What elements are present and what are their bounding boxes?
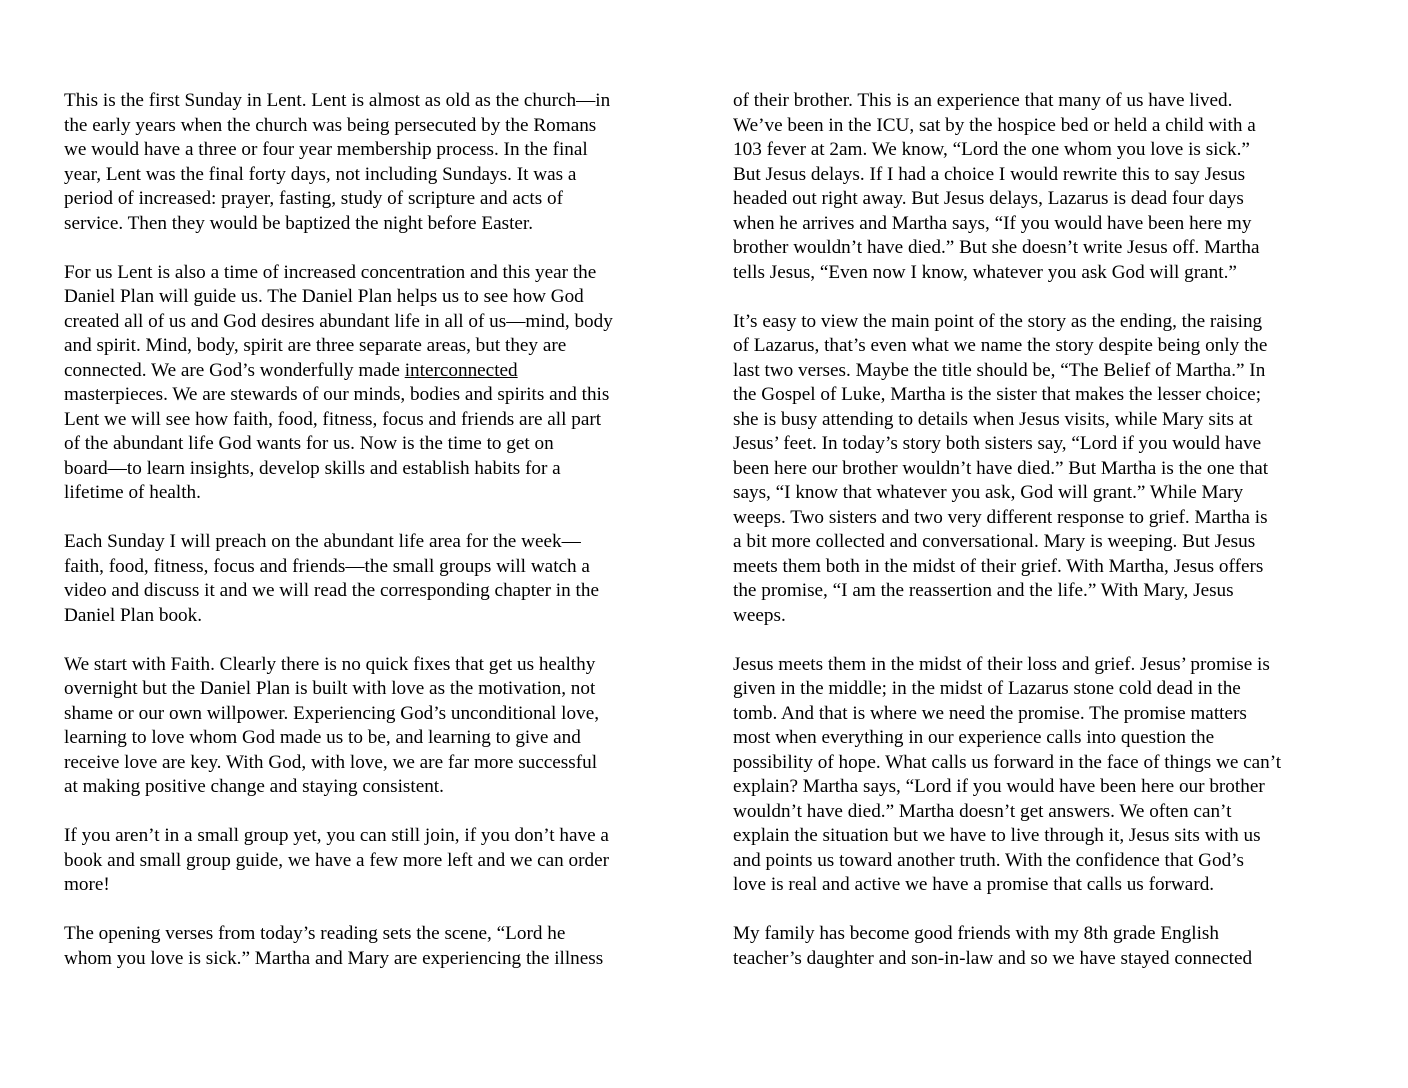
text-line: service. Then they would be baptized the night before Easter. [64,212,534,234]
text-line: Jesus meets them in the midst of their loss and grief. Jesus’ promise is [733,653,1270,675]
paragraph [64,922,684,971]
text-line: whom you love is sick.” Martha and Mary are experiencing the illness [64,947,604,969]
text-line: video and discuss it and we will read the corresponding chapter in the [64,580,599,601]
text-line: explain the situation but we have to live through it, Jesus sits with us [733,825,1261,846]
text-line: wouldn’t have died.” Martha doesn’t get answers. We often can’t [733,800,1232,822]
text-line: a bit more collected and conversational. Mary is weeping. But Jesus [733,531,1256,552]
paragraph [733,922,1358,971]
text-line: My family has become good friends with my 8th grade English [733,923,1219,944]
text-line: the promise, “I am the reassertion and the life.” With Mary, Jesus [733,580,1234,601]
text-line: Lent we will see how faith, food, fitness, focus and friends are all part [64,408,602,430]
text-line: of their brother. This is an experience that many of us have lived. [733,90,1233,111]
text-line: explain? Martha says, “Lord if you would have been here our brother [733,776,1265,797]
text-line: Jesus’ feet. In today’s story both sisters say, “Lord if you would have [733,433,1262,454]
text-line: If you aren’t in a small group yet, you can still join, if you don’t have a [64,825,609,846]
text-line: shame or our own willpower. Experiencing God’s unconditional love, [64,702,600,724]
text-line: the early years when the church was being persecuted by the Romans [64,114,597,136]
text-line: the Gospel of Luke, Martha is the sister that makes the lesser choice; [733,384,1262,405]
text-line: more! [64,874,110,895]
text-line: We start with Faith. Clearly there is no quick fixes that get us healthy [64,653,596,675]
text-line: we would have a three or four year membership process. In the final [64,139,588,160]
text-line: masterpieces. We are stewards of our minds, bodies and spirits and this [64,384,610,405]
paragraph [64,261,684,506]
text-line: possibility of hope. What calls us forward in the face of things we can’t [733,751,1282,773]
text-line: tells Jesus, “Even now I know, whatever you ask God will grant.” [733,261,1237,283]
text-line: and spirit. Mind, body, spirit are three separate areas, but they are [64,335,567,356]
text-line: lifetime of health. [64,482,201,503]
text-line: But Jesus delays. If I had a choice I would rewrite this to say Jesus [733,163,1246,185]
paragraph [64,824,684,898]
text-line: This is the first Sunday in Lent. Lent is almost as old as the church—in [64,90,611,111]
text-line: tomb. And that is where we need the promise. The promise matters [733,702,1247,724]
text-line: and points us toward another truth. With the confidence that God’s [733,849,1244,871]
paragraph [733,310,1358,629]
text-line: created all of us and God desires abundant life in all of us—mind, body [64,310,613,332]
text-line: 103 fever at 2am. We know, “Lord the one whom you love is sick.” [733,139,1250,160]
text-line: weeps. Two sisters and two very different response to grief. Martha is [733,506,1268,528]
text-line: weeps. [733,604,786,626]
text-line: of Lazarus, that’s even what we name the story despite being only the [733,335,1268,356]
text-line: teacher’s daughter and son-in-law and so we have stayed connected [733,947,1253,969]
text-line: year, Lent was the final forty days, not including Sundays. It was a [64,163,577,185]
text-line: board—to learn insights, develop skills and establish habits for a [64,457,561,479]
text-line: receive love are key. With God, with love, we are far more successful [64,751,598,773]
text-line: when he arrives and Martha says, “If you would have been here my [733,212,1252,234]
text-line: been here our brother wouldn’t have died.” But Martha is the one that [733,457,1269,479]
text-line: For us Lent is also a time of increased concentration and this year the [64,261,597,283]
text-line: It’s easy to view the main point of the story as the ending, the raising [733,310,1263,332]
text-line: given in the middle; in the midst of Lazarus stone cold dead in the [733,678,1241,699]
left-column [64,89,684,971]
text-line: says, “I know that whatever you ask, God will grant.” While Mary [733,482,1244,503]
paragraph [733,89,1358,285]
underlined-word: interconnected [404,359,518,381]
text-line: of the abundant life God wants for us. Now is the time to get on [64,433,554,454]
text-line: book and small group guide, we have a few more left and we can order [64,849,610,871]
text-line: brother wouldn’t have died.” But she doesn’t write Jesus off. Martha [733,237,1260,258]
text-line: We’ve been in the ICU, sat by the hospice bed or held a child with a [733,114,1256,136]
text-line: Daniel Plan will guide us. The Daniel Plan helps us to see how God [64,286,584,307]
text-line: she is busy attending to details when Jesus visits, while Mary sits at [733,408,1253,430]
paragraph [64,653,684,800]
text-line: headed out right away. But Jesus delays, Lazarus is dead four days [733,188,1244,209]
text-line: meets them both in the midst of their grief. With Martha, Jesus offers [733,555,1264,577]
text-line: Daniel Plan book. [64,604,203,626]
text-line: at making positive change and staying consistent. [64,776,444,797]
text-line: most when everything in our experience calls into question the [733,727,1215,748]
text-line: Each Sunday I will preach on the abundant life area for the week— [64,531,581,552]
text-segment: connected. We are God’s wonderfully made [64,359,405,381]
text-line: last two verses. Maybe the title should be, “The Belief of Martha.” In [733,359,1266,381]
text-line: period of increased: prayer, fasting, study of scripture and acts of [64,188,563,209]
text-line: love is real and active we have a promise that calls us forward. [733,874,1215,895]
text-line: learning to love whom God made us to be, and learning to give and [64,727,581,748]
paragraph [733,653,1358,898]
text-line: overnight but the Daniel Plan is built with love as the motivation, not [64,678,596,699]
text-line: faith, food, fitness, focus and friends—the small groups will watch a [64,555,590,577]
paragraph [64,89,684,236]
right-column [733,89,1358,971]
text-line: The opening verses from today’s reading sets the scene, “Lord he [64,923,566,944]
paragraph [64,530,684,628]
text-line [64,359,684,384]
